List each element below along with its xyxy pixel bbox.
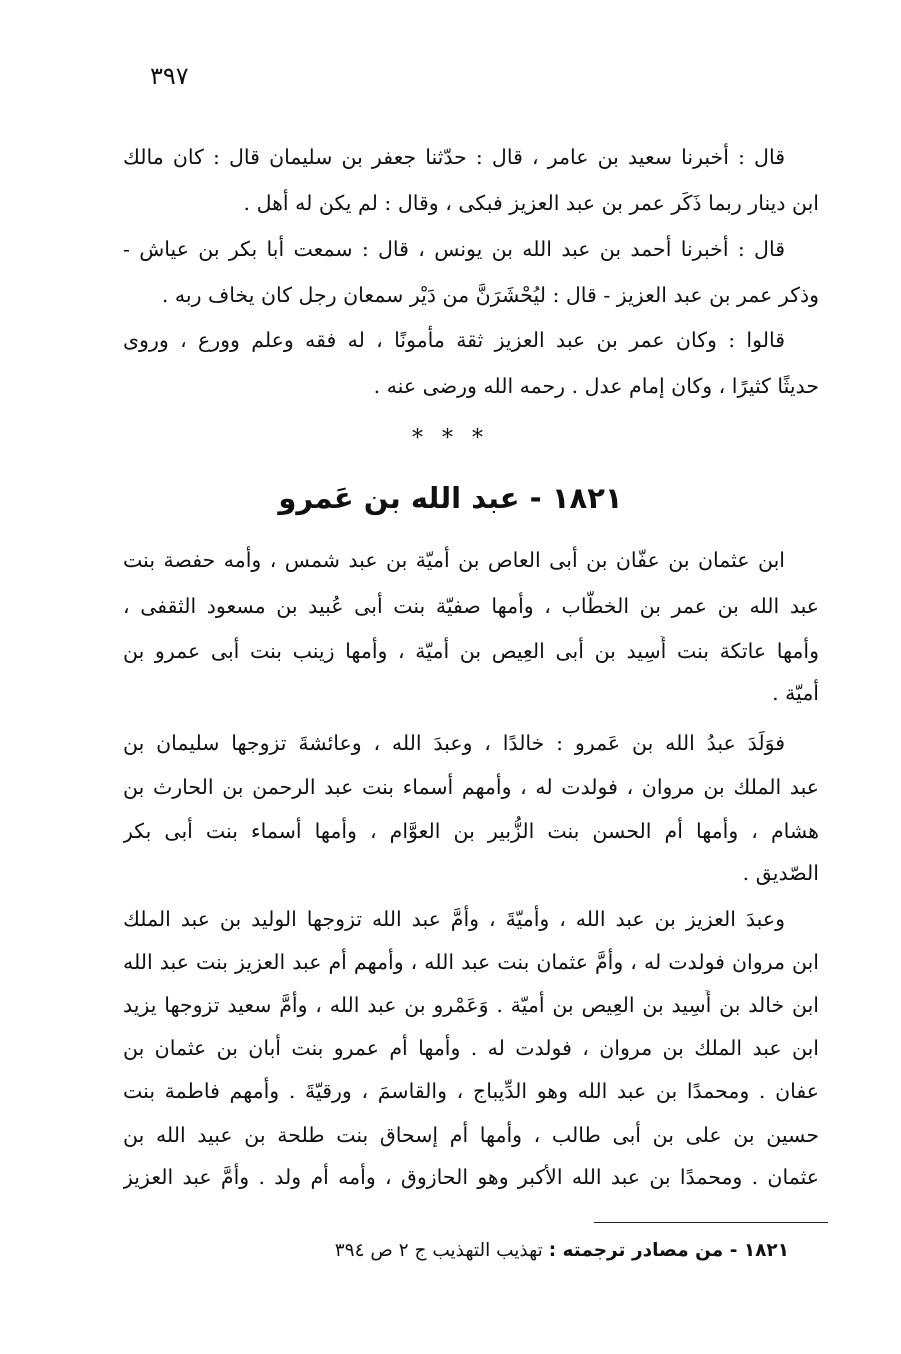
entry-paragraph-3-line-7: عثمان . ومحمدًا بن عبد الله الأكبر وهو الحازوق ، وأمه أم ولد . وأمَّ عبد العزيز [123,1165,819,1189]
entry-paragraph-3-line-1: وعبدَ العزيز بن عبد الله ، وأميّةَ ، وأمَّ عبد الله تزوجها الوليد بن عبد الملك [123,907,785,931]
section-separator: * * * [412,426,489,451]
paragraph-1-line-2: ابن دينار ربما ذَكَر عمر بن عبد العزيز فبكى ، وقال : لم يكن له أهل . [243,191,819,215]
footnote-rule [594,1222,828,1223]
entry-paragraph-3-line-3: ابن خالد بن أَسِيد بن العِيص بن أميّة . وَعَمْرو بن عبد الله ، وأمَّ سعيد تزوجها يزيد [123,993,819,1017]
entry-paragraph-1-line-4: أميّة . [772,681,819,705]
entry-paragraph-2-line-4: الصّديق . [742,861,819,885]
entry-paragraph-2-line-2: عبد الملك بن مروان ، فولدت له ، وأمهم أسماء بنت عبد الرحمن بن الحارث بن [123,775,819,799]
paragraph-2-line-2: وذكر عمر بن عبد العزيز - قال : ليُحْشَرَنَّ من دَيْر سمعان رجل كان يخاف ربه . [161,283,819,307]
paragraph-2-line-1: قال : أخبرنا أحمد بن عبد الله بن يونس ، قال : سمعت أبا بكر بن عياش - [123,237,785,261]
paragraph-1-line-1: قال : أخبرنا سعيد بن عامر ، قال : حدّثنا جعفر بن سليمان قال : كان مالك [123,145,785,169]
entry-paragraph-3-line-5: عفان . ومحمدًا بن عبد الله وهو الدِّيباج ، والقاسمَ ، ورقيّةَ . وأمهم فاطمة بنت [123,1079,819,1103]
entry-paragraph-3-line-6: حسين بن على بن أبى طالب ، وأمها أم إسحاق بنت طلحة بن عبيد الله بن [123,1123,819,1147]
footnote-label: ١٨٢١ - من مصادر ترجمته : [548,1240,789,1261]
entry-paragraph-3-line-2: ابن مروان فولدت له ، وأمَّ عثمان بنت عبد الله ، وأمهم أم عبد العزيز بنت عبد الله [123,950,819,974]
paragraph-3-line-2: حديثًا كثيرًا ، وكان إمام عدل . رحمه الله ورضى عنه . [373,374,819,398]
entry-paragraph-2-line-1: فوَلَدَ عبدُ الله بن عَمرو : خالدًا ، وعبدَ الله ، وعائشةَ تزوجها سليمان بن [123,731,785,755]
footnote [335,1237,789,1265]
entry-heading: ١٨٢١ - عبد الله بن عَمرو [278,481,623,515]
entry-paragraph-3-line-4: ابن عبد الملك بن مروان ، فولدت له . وأمها أم عمرو بنت أبان بن عثمان بن [123,1036,819,1060]
footnote-text: تهذيب التهذيب ج ٢ ص ٣٩٤ [334,1240,543,1261]
page-number: ٣٩٧ [150,62,189,90]
entry-paragraph-1-line-1: ابن عثمان بن عفّان بن أبى العاص بن أميّة بن عبد شمس ، وأمه حفصة بنت [123,548,785,572]
entry-paragraph-1-line-3: وأمها عاتكة بنت أَسِيد بن أبى العِيص بن أميّة ، وأمها زينب بنت أبى عمرو بن [123,639,819,663]
paragraph-3-line-1: قالوا : وكان عمر بن عبد العزيز ثقة مأمونًا ، له فقه وعلم وورع ، وروى [123,328,785,352]
entry-paragraph-1-line-2: عبد الله بن عمر بن الخطّاب ، وأمها صفيّة بنت أبى عُبيد بن مسعود الثقفى ، [123,594,819,618]
entry-paragraph-2-line-3: هشام ، وأمها أم الحسن بنت الزُّبير بن العوَّام ، وأمها أسماء بنت أبى بكر [123,819,819,843]
